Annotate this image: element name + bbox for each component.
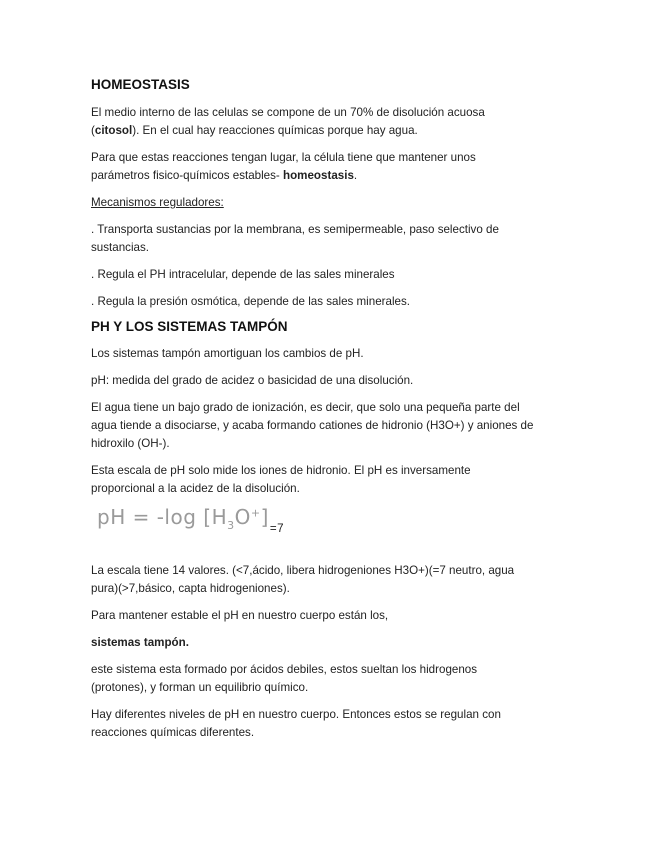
ph-paragraph-2: pH: medida del grado de acidez o basicidad de una disolución. — [91, 374, 414, 387]
ph-heading: PH Y LOS SISTEMAS TAMPÓN — [91, 319, 288, 334]
mechanisms-subheading: Mecanismos reguladores: — [91, 196, 224, 209]
homeostasis-heading: HOMEOSTASIS — [91, 77, 190, 92]
text-line: . Transporta sustancias por la membrana, es semipermeable, paso selectivo de — [91, 223, 499, 236]
text-line: este sistema esta formado por ácidos debiles, estos sueltan los hidrogenos — [91, 663, 478, 676]
text-line: pura)(>7,básico, capta hidrogeniones). — [91, 582, 290, 595]
text-line: Esta escala de pH solo mide los iones de hidronio. El pH es inversamente — [91, 464, 471, 477]
mechanism-item-2: . Regula el PH intracelular, depende de las sales minerales — [91, 268, 395, 281]
text-line: La escala tiene 14 valores. (<7,ácido, libera hidrogeniones H3O+)(=7 neutro, agua — [91, 564, 515, 577]
formula-equals-seven: =7 — [269, 522, 285, 535]
ph-formula-image — [97, 505, 285, 535]
ph-paragraph-5 — [91, 562, 571, 598]
formula-text: pH = -log [H — [97, 505, 228, 529]
text-fragment: ). En el cual hay reacciones químicas porque hay agua. — [132, 124, 418, 137]
text-line: agua tiende a disociarse, y acaba formando cationes de hidronio (H3O+) y aniones de — [91, 419, 534, 432]
citosol-bold: citosol — [94, 124, 133, 137]
homeostasis-paragraph-2 — [91, 149, 571, 185]
document-page — [91, 76, 571, 742]
buffer-systems-bold: sistemas tampón. — [91, 636, 189, 649]
text-fragment: parámetros fisico-químicos estables- — [91, 169, 284, 182]
text-line: reacciones químicas diferentes. — [91, 726, 255, 739]
text-line: (protones), y forman un equilibrio químico. — [91, 681, 309, 694]
text-fragment: ( — [91, 124, 95, 137]
homeostasis-bold: homeostasis — [283, 169, 354, 182]
text-line: hidroxilo (OH-). — [91, 437, 170, 450]
text-line: proporcional a la acidez de la disolución. — [91, 482, 300, 495]
homeostasis-paragraph-1 — [91, 104, 571, 140]
mechanism-item-1 — [91, 221, 571, 257]
ph-paragraph-4 — [91, 462, 571, 498]
text-line: sustancias. — [91, 241, 149, 254]
text-line: Para que estas reacciones tengan lugar, la célula tiene que mantener unos — [91, 151, 476, 164]
ph-paragraph-6: Para mantener estable el pH en nuestro cuerpo están los, — [91, 609, 389, 622]
formula-text: ] — [260, 505, 269, 529]
text-fragment: . — [353, 169, 358, 182]
ph-paragraph-3 — [91, 399, 571, 453]
formula-superscript: + — [250, 506, 261, 520]
text-line: El medio interno de las celulas se compone de un 70% de disolución acuosa — [91, 106, 485, 119]
mechanism-item-3: . Regula la presión osmótica, depende de las sales minerales. — [91, 295, 411, 308]
text-line: Hay diferentes niveles de pH en nuestro cuerpo. Entonces estos se regulan con — [91, 708, 501, 721]
ph-paragraph-9 — [91, 706, 571, 742]
formula-subscript: 3 — [227, 519, 235, 532]
ph-paragraph-1: Los sistemas tampón amortiguan los cambios de pH. — [91, 347, 364, 360]
ph-paragraph-8 — [91, 661, 571, 697]
formula-text: O — [234, 505, 251, 529]
text-line: El agua tiene un bajo grado de ionización, es decir, que solo una pequeña parte del — [91, 401, 520, 414]
